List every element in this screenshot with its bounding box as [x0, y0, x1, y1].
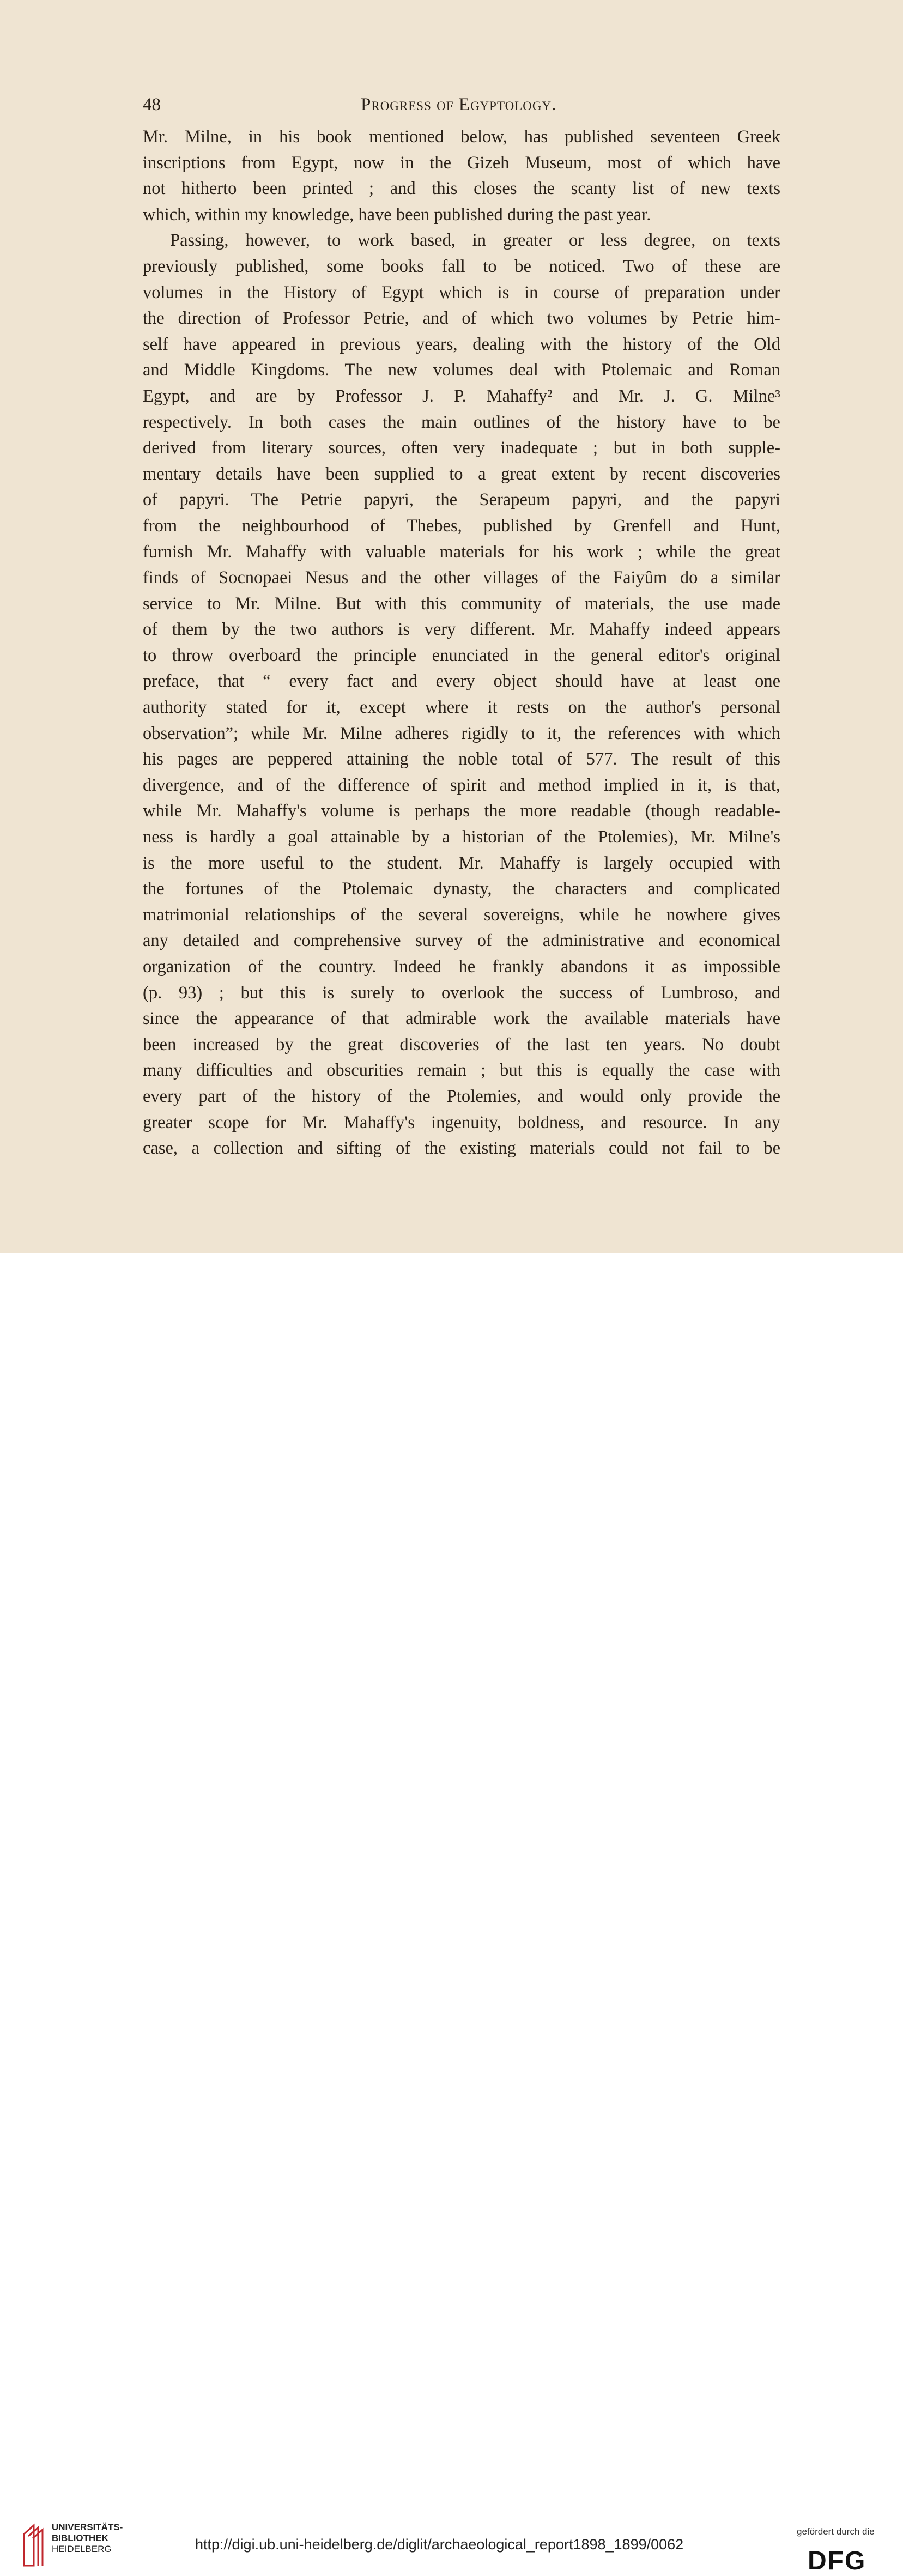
text-line: which, within my knowledge, have been published during the past year. [143, 204, 651, 225]
text-line: any detailed and comprehensive survey of the administrative and economical [143, 931, 780, 951]
text-line: organization of the country. Indeed he frankly abandons it as impossible [143, 957, 780, 977]
text-line: is the more useful to the student. Mr. Mahaffy is largely occupied with [143, 853, 780, 873]
text-line: divergence, and of the difference of spirit and method implied in it, is that, [143, 775, 780, 795]
dfg-logo-icon: DFG [808, 2547, 866, 2575]
text-line: (p. 93) ; but this is surely to overlook the success of Lumbroso, and [143, 983, 780, 1003]
text-line: not hitherto been printed ; and this closes the scanty list of new texts [143, 179, 780, 199]
text-line: previously published, some books fall to be noticed. Two of these are [143, 256, 780, 276]
text-line: his pages are peppered attaining the noble total of 577. The result of this [143, 749, 780, 769]
text-line: Egypt, and are by Professor J. P. Mahaffy² and Mr. J. G. Milne³ [143, 386, 780, 406]
text-line: every part of the history of the Ptolemies, and would only provide the [143, 1086, 780, 1106]
text-line: the fortunes of the Ptolemaic dynasty, the characters and complicated [143, 879, 780, 899]
text-line: while Mr. Mahaffy's volume is perhaps the more readable (though readable- [143, 801, 780, 821]
text-line: furnish Mr. Mahaffy with valuable materials for his work ; while the great [143, 542, 780, 562]
text-line: of papyri. The Petrie papyri, the Serapeum papyri, and the papyri [143, 490, 780, 510]
digitization-footer [0, 1253, 903, 2575]
text-line: to throw overboard the principle enunciated in the general editor's original [143, 645, 780, 665]
scanned-page [0, 0, 903, 1253]
running-head: Progress of Egyptology. [361, 95, 557, 114]
funding-caption: gefördert durch die [797, 2526, 875, 2537]
permalink-url[interactable]: http://digi.ub.uni-heidelberg.de/diglit/archaeological_report1898_1899/0062 [195, 2536, 684, 2553]
text-line: derived from literary sources, often very inadequate ; but in both supple- [143, 438, 780, 458]
library-name-line: UNIVERSITÄTS- [52, 2522, 123, 2532]
text-line: volumes in the History of Egypt which is in course of preparation under [143, 282, 780, 302]
library-name [52, 2522, 123, 2555]
text-line: and Middle Kingdoms. The new volumes deal with Ptolemaic and Roman [143, 360, 780, 380]
text-line: respectively. In both cases the main outlines of the history have to be [143, 412, 780, 432]
text-line: authority stated for it, except where it rests on the author's personal [143, 698, 780, 718]
text-line: service to Mr. Milne. But with this community of materials, the use made [143, 593, 780, 614]
text-line: preface, that “ every fact and every object should have at least one [143, 671, 780, 692]
text-line: from the neighbourhood of Thebes, published by Grenfell and Hunt, [143, 516, 780, 536]
text-line: Mr. Milne, in his book mentioned below, has published seventeen Greek [143, 127, 780, 147]
library-name-line: HEIDELBERG [52, 2544, 112, 2554]
text-line: case, a collection and sifting of the existing materials could not fail to be [143, 1138, 780, 1159]
text-line: Passing, however, to work based, in greater or less degree, on texts [170, 231, 780, 251]
text-line: since the appearance of that admirable work the available materials have [143, 1009, 780, 1029]
text-line: observation”; while Mr. Milne adheres rigidly to it, the references with which [143, 723, 780, 743]
text-line: inscriptions from Egypt, now in the Gizeh Museum, most of which have [143, 153, 780, 173]
text-line: the direction of Professor Petrie, and of which two volumes by Petrie him- [143, 308, 780, 329]
text-line: mentary details have been supplied to a great extent by recent discoveries [143, 464, 780, 484]
text-line: of them by the two authors is very different. Mr. Mahaffy indeed appears [143, 620, 780, 640]
text-line: been increased by the great discoveries of the last ten years. No doubt [143, 1034, 780, 1054]
text-line: greater scope for Mr. Mahaffy's ingenuity, boldness, and resource. In any [143, 1112, 780, 1132]
text-line: finds of Socnopaei Nesus and the other villages of the Faiyûm do a similar [143, 568, 780, 588]
text-line: many difficulties and obscurities remain ; but this is equally the case with [143, 1060, 780, 1081]
text-line: matrimonial relationships of the several sovereigns, while he nowhere gives [143, 905, 780, 925]
library-name-line: BIBLIOTHEK [52, 2533, 108, 2543]
text-line: ness is hardly a goal attainable by a historian of the Ptolemies), Mr. Milne's [143, 827, 780, 847]
page-number: 48 [143, 95, 161, 114]
body-text [143, 124, 780, 1162]
text-line: self have appeared in previous years, dealing with the history of the Old [143, 334, 780, 354]
library-logo-icon [20, 2523, 46, 2568]
